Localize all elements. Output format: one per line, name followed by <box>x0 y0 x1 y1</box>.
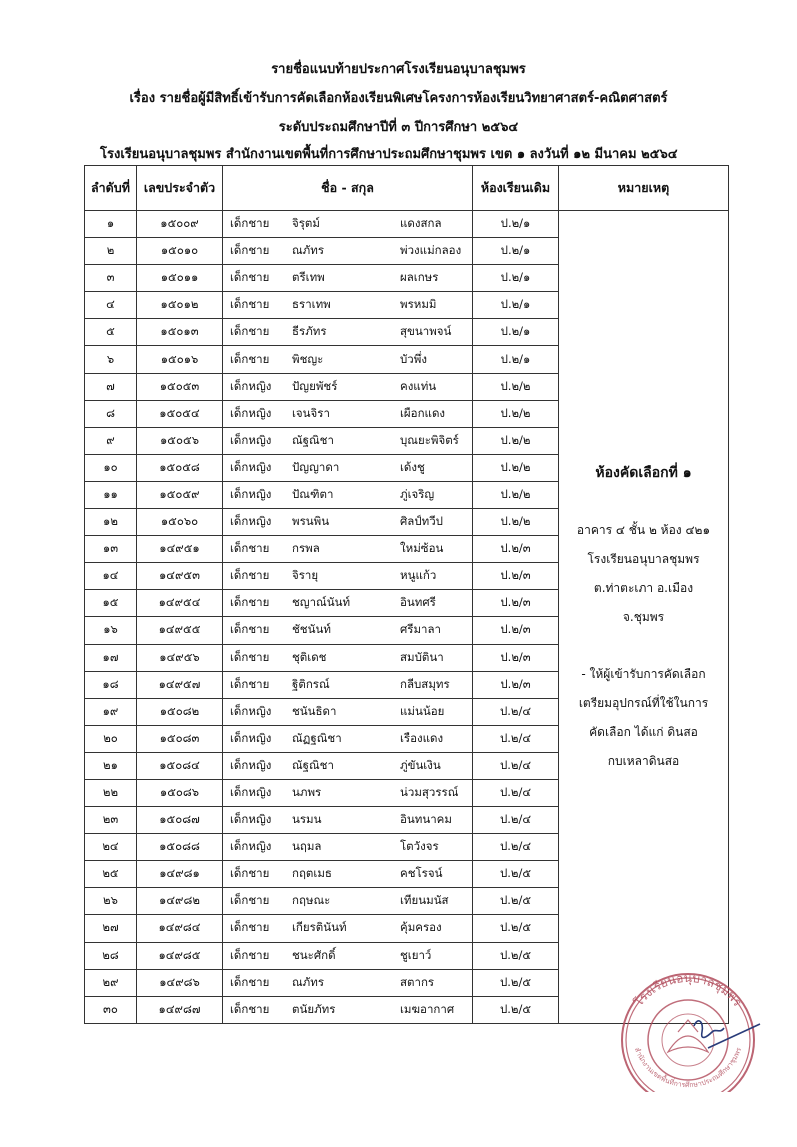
cell-seq: ๒๓ <box>85 807 137 834</box>
last-name: อินทศรี <box>400 595 436 610</box>
cell-student-id: ๑๕๐๘๓ <box>137 725 223 752</box>
cell-name <box>223 915 473 942</box>
location-line: โรงเรียนอนุบาลชุมพร <box>587 552 700 566</box>
first-name: ปัญญาดา <box>292 459 340 474</box>
name-prefix: เด็กชาย <box>230 297 270 312</box>
cell-seq: ๑๑ <box>85 481 137 508</box>
cell-room: ป.๒/๕ <box>473 969 559 996</box>
cell-room: ป.๒/๒ <box>473 400 559 427</box>
first-name: ชัชนันท์ <box>292 622 331 637</box>
first-name: จิรุตม์ <box>292 216 320 231</box>
exam-room-notes <box>563 211 724 776</box>
first-name: ณภัทร <box>292 974 325 989</box>
last-name: เทียนมนัส <box>400 893 449 908</box>
first-name: กฤตเมธ <box>292 866 332 881</box>
cell-name <box>223 779 473 806</box>
cell-name <box>223 536 473 563</box>
cell-room: ป.๒/๕ <box>473 942 559 969</box>
name-prefix: เด็กชาย <box>230 622 270 637</box>
name-prefix: เด็กชาย <box>230 974 270 989</box>
first-name: ณัฐณิชา <box>292 432 334 447</box>
cell-name <box>223 400 473 427</box>
cell-name <box>223 888 473 915</box>
name-prefix: เด็กชาย <box>230 920 270 935</box>
col-header-note: หมายเหตุ <box>559 166 729 211</box>
cell-name <box>223 292 473 319</box>
cell-name <box>223 861 473 888</box>
last-name: บุณยะพิจิตร์ <box>400 432 459 447</box>
cell-student-id: ๑๕๐๑๐ <box>137 238 223 265</box>
cell-seq: ๒๖ <box>85 888 137 915</box>
cell-name <box>223 996 473 1023</box>
name-prefix: เด็กหญิง <box>230 486 272 501</box>
first-name: จิรายุ <box>292 568 319 583</box>
name-prefix: เด็กหญิง <box>230 459 272 474</box>
name-prefix: เด็กหญิง <box>230 839 272 854</box>
cell-seq: ๖ <box>85 346 137 373</box>
location-line: จ.ชุมพร <box>622 610 665 624</box>
first-name: ชนะศักดิ์ <box>292 947 336 962</box>
last-name: แดงสกล <box>400 216 442 231</box>
first-name: ปัญยพัชร์ <box>292 378 338 393</box>
cell-name <box>223 563 473 590</box>
cell-seq: ๙ <box>85 427 137 454</box>
first-name: ฐิติกรณ์ <box>292 676 330 691</box>
last-name: ศรีมาลา <box>400 622 442 637</box>
cell-seq: ๒๑ <box>85 752 137 779</box>
cell-student-id: ๑๕๐๘๗ <box>137 807 223 834</box>
name-prefix: เด็กหญิง <box>230 812 272 827</box>
last-name: คุ้มครอง <box>400 920 442 935</box>
name-prefix: เด็กหญิง <box>230 514 272 529</box>
cell-student-id: ๑๕๐๘๖ <box>137 779 223 806</box>
cell-name <box>223 481 473 508</box>
first-name: ปัณฑิตา <box>292 486 334 501</box>
first-name: ตรีเทพ <box>292 270 325 285</box>
last-name: สมบัตินา <box>400 649 444 664</box>
exam-room-title: ห้องคัดเลือกที่ ๑ <box>595 465 692 481</box>
cell-room: ป.๒/๒ <box>473 373 559 400</box>
table-row <box>85 211 729 238</box>
name-prefix: เด็กหญิง <box>230 405 272 420</box>
cell-student-id: ๑๕๐๑๖ <box>137 346 223 373</box>
cell-room: ป.๒/๕ <box>473 861 559 888</box>
cell-seq: ๒๔ <box>85 834 137 861</box>
cell-name <box>223 698 473 725</box>
cell-room: ป.๒/๕ <box>473 915 559 942</box>
last-name: แม่นน้อย <box>400 703 445 718</box>
cell-seq: ๗ <box>85 373 137 400</box>
first-name: ชุติเดช <box>292 649 327 664</box>
name-prefix: เด็กชาย <box>230 676 270 691</box>
cell-name <box>223 807 473 834</box>
cell-seq: ๑๔ <box>85 563 137 590</box>
first-name: ชนันธิดา <box>292 703 337 718</box>
col-header-room: ห้องเรียนเดิม <box>473 166 559 211</box>
table-body <box>85 211 729 1024</box>
seal-text-bottom: สำนักงานเขตพื้นที่การศึกษาประถมศึกษาชุมพร <box>632 1046 744 1090</box>
name-prefix: เด็กชาย <box>230 595 270 610</box>
cell-seq: ๑๙ <box>85 698 137 725</box>
cell-seq: ๑๖ <box>85 617 137 644</box>
cell-student-id: ๑๕๐๑๑ <box>137 265 223 292</box>
last-name: น่วมสุวรรณ์ <box>400 785 459 800</box>
cell-student-id: ๑๔๙๕๖ <box>137 644 223 671</box>
cell-room: ป.๒/๕ <box>473 888 559 915</box>
col-header-id: เลขประจำตัว <box>137 166 223 211</box>
name-prefix: เด็กชาย <box>230 893 270 908</box>
cell-room: ป.๒/๑ <box>473 265 559 292</box>
name-prefix: เด็กชาย <box>230 1001 270 1016</box>
cell-room: ป.๒/๓ <box>473 536 559 563</box>
cell-seq: ๒๙ <box>85 969 137 996</box>
last-name: สตากร <box>400 974 435 989</box>
last-name: ภู่ขันเงิน <box>400 757 441 772</box>
name-prefix: เด็กชาย <box>230 541 270 556</box>
cell-room: ป.๒/๔ <box>473 725 559 752</box>
first-name: นรมน <box>292 812 322 827</box>
last-name: คงแท่น <box>400 378 437 393</box>
cell-seq: ๔ <box>85 292 137 319</box>
name-prefix: เด็กหญิง <box>230 730 272 745</box>
first-name: ธีรภัทร <box>292 324 327 339</box>
cell-student-id: ๑๕๐๘๔ <box>137 752 223 779</box>
cell-student-id: ๑๔๙๕๓ <box>137 563 223 590</box>
title-line-3: ระดับประถมศึกษาปีที่ ๓ ปีการศึกษา ๒๕๖๔ <box>278 120 519 135</box>
first-name: ณภัทร <box>292 243 325 258</box>
cell-name <box>223 969 473 996</box>
cell-name <box>223 644 473 671</box>
cell-name <box>223 319 473 346</box>
cell-name <box>223 590 473 617</box>
seal-text-top: โรงเรียนอนุบาลชุมพร <box>631 970 745 1009</box>
first-name: ชญาณ์นันท์ <box>292 595 351 610</box>
cell-name <box>223 427 473 454</box>
cell-name <box>223 346 473 373</box>
name-prefix: เด็กหญิง <box>230 703 272 718</box>
cell-room: ป.๒/๒ <box>473 427 559 454</box>
cell-notes <box>559 211 729 1024</box>
cell-room: ป.๒/๑ <box>473 346 559 373</box>
name-prefix: เด็กชาย <box>230 243 270 258</box>
cell-seq: ๘ <box>85 400 137 427</box>
cell-name <box>223 617 473 644</box>
name-prefix: เด็กชาย <box>230 270 270 285</box>
first-name: ธราเทพ <box>292 297 331 312</box>
cell-name <box>223 725 473 752</box>
name-prefix: เด็กหญิง <box>230 757 272 772</box>
cell-name <box>223 265 473 292</box>
first-name: เจนจิรา <box>292 405 330 420</box>
name-prefix: เด็กหญิง <box>230 432 272 447</box>
first-name: ตนัยภัทร <box>292 1001 336 1016</box>
table-header-row <box>85 166 729 211</box>
cell-seq: ๑๐ <box>85 454 137 481</box>
name-prefix: เด็กชาย <box>230 351 270 366</box>
cell-room: ป.๒/๔ <box>473 779 559 806</box>
cell-student-id: ๑๕๐๑๓ <box>137 319 223 346</box>
svg-text:โรงเรียนอนุบาลชุมพร <box>631 971 744 1009</box>
cell-seq: ๑๘ <box>85 671 137 698</box>
cell-room: ป.๒/๒ <box>473 509 559 536</box>
first-name: ณัฏฐณิชา <box>292 730 342 745</box>
first-name: นภพร <box>292 785 322 800</box>
last-name: ภู่เจริญ <box>400 486 435 501</box>
cell-seq: ๑๒ <box>85 509 137 536</box>
cell-room: ป.๒/๒ <box>473 481 559 508</box>
name-prefix: เด็กหญิง <box>230 785 272 800</box>
name-prefix: เด็กชาย <box>230 324 270 339</box>
last-name: โตวังจร <box>400 839 439 854</box>
last-name: ศิลป์ทวีป <box>400 514 443 529</box>
first-name: พรนพิน <box>292 514 330 529</box>
cell-room: ป.๒/๑ <box>473 319 559 346</box>
name-prefix: เด็กชาย <box>230 649 270 664</box>
cell-room: ป.๒/๓ <box>473 644 559 671</box>
cell-seq: ๒๐ <box>85 725 137 752</box>
cell-name <box>223 238 473 265</box>
cell-seq: ๓๐ <box>85 996 137 1023</box>
cell-seq: ๒๘ <box>85 942 137 969</box>
instruction-line: - ให้ผู้เข้ารับการคัดเลือก <box>581 667 706 681</box>
last-name: ใหม่ซ้อน <box>400 541 444 556</box>
cell-room: ป.๒/๓ <box>473 590 559 617</box>
cell-seq: ๑๓ <box>85 536 137 563</box>
name-prefix: เด็กชาย <box>230 947 270 962</box>
first-name: ณัฐณิชา <box>292 757 334 772</box>
cell-room: ป.๒/๑ <box>473 211 559 238</box>
cell-student-id: ๑๔๙๕๗ <box>137 671 223 698</box>
last-name: ผลเกษร <box>400 270 439 285</box>
cell-room: ป.๒/๓ <box>473 671 559 698</box>
col-header-name: ชื่อ - สกุล <box>223 166 473 211</box>
name-prefix: เด็กชาย <box>230 866 270 881</box>
cell-room: ป.๒/๑ <box>473 238 559 265</box>
cell-student-id: ๑๕๐๕๖ <box>137 427 223 454</box>
cell-student-id: ๑๔๙๘๗ <box>137 996 223 1023</box>
cell-student-id: ๑๕๐๕๔ <box>137 400 223 427</box>
instruction-line: กบเหลาดินสอ <box>607 754 680 768</box>
cell-name <box>223 211 473 238</box>
last-name: กลีบสมุทร <box>400 676 450 691</box>
last-name: คชโรจน์ <box>400 866 443 881</box>
cell-seq: ๒ <box>85 238 137 265</box>
cell-seq: ๓ <box>85 265 137 292</box>
cell-room: ป.๒/๕ <box>473 996 559 1023</box>
cell-name <box>223 942 473 969</box>
instruction-line: คัดเลือก ได้แก่ ดินสอ <box>589 725 698 739</box>
cell-seq: ๒๒ <box>85 779 137 806</box>
title-line-1: รายชื่อแนบท้ายประกาศโรงเรียนอนุบาลชุมพร <box>271 62 526 77</box>
cell-student-id: ๑๕๐๕๙ <box>137 481 223 508</box>
col-header-seq: ลำดับที่ <box>85 166 137 211</box>
cell-student-id: ๑๔๙๘๑ <box>137 861 223 888</box>
cell-room: ป.๒/๔ <box>473 807 559 834</box>
first-name: พิชญะ <box>292 351 324 366</box>
cell-seq: ๕ <box>85 319 137 346</box>
cell-name <box>223 671 473 698</box>
name-prefix: เด็กชาย <box>230 568 270 583</box>
cell-student-id: ๑๔๙๘๒ <box>137 888 223 915</box>
school-seal-stamp <box>612 962 764 1092</box>
cell-name <box>223 373 473 400</box>
cell-student-id: ๑๕๐๐๙ <box>137 211 223 238</box>
instruction-line: เตรียมอุปกรณ์ที่ใช้ในการ <box>578 696 709 710</box>
first-name: นฤมล <box>292 839 322 854</box>
location-line: อาคาร ๔ ชั้น ๒ ห้อง ๔๒๑ <box>576 523 711 537</box>
cell-student-id: ๑๔๙๘๖ <box>137 969 223 996</box>
cell-name <box>223 834 473 861</box>
cell-room: ป.๒/๓ <box>473 563 559 590</box>
first-name: กรพล <box>292 541 320 556</box>
cell-name <box>223 509 473 536</box>
cell-seq: ๑๕ <box>85 590 137 617</box>
cell-student-id: ๑๕๐๘๒ <box>137 698 223 725</box>
first-name: กฤษณะ <box>292 893 331 908</box>
cell-seq: ๒๕ <box>85 861 137 888</box>
cell-room: ป.๒/๑ <box>473 292 559 319</box>
last-name: เผือกแดง <box>400 405 446 420</box>
cell-student-id: ๑๕๐๕๓ <box>137 373 223 400</box>
cell-student-id: ๑๕๐๑๒ <box>137 292 223 319</box>
last-name: พ่วงแม่กลอง <box>400 243 462 258</box>
last-name: พรหมมิ <box>400 297 437 312</box>
cell-name <box>223 752 473 779</box>
cell-student-id: ๑๔๙๕๑ <box>137 536 223 563</box>
last-name: เมฆอากาศ <box>400 1001 455 1016</box>
cell-room: ป.๒/๒ <box>473 454 559 481</box>
cell-room: ป.๒/๓ <box>473 617 559 644</box>
cell-seq: ๑ <box>85 211 137 238</box>
last-name: บัวพึ่ง <box>400 351 427 366</box>
last-name: ชูเยาว์ <box>400 947 432 962</box>
title-line-2: เรื่อง รายชื่อผู้มีสิทธิ์เข้ารับการคัดเลือกห้องเรียนพิเศษโครงการห้องเรียนวิทยาศาสตร์-คณิตศาสตร์ <box>129 91 668 106</box>
last-name: เด้งชู <box>400 459 425 474</box>
first-name: เกียรตินันท์ <box>292 920 347 935</box>
name-prefix: เด็กชาย <box>230 216 270 231</box>
cell-student-id: ๑๔๙๘๕ <box>137 942 223 969</box>
cell-student-id: ๑๔๙๕๔ <box>137 590 223 617</box>
cell-student-id: ๑๔๙๕๕ <box>137 617 223 644</box>
title-line-4: โรงเรียนอนุบาลชุมพร สำนักงานเขตพื้นที่การศึกษาประถมศึกษาชุมพร เขต ๑ ลงวันที่ ๑๒ มีนาคม ๒๕๖๔ <box>100 147 678 162</box>
last-name: หนูแก้ว <box>400 568 437 583</box>
cell-seq: ๒๗ <box>85 915 137 942</box>
location-line: ต.ท่าตะเภา อ.เมือง <box>593 581 694 595</box>
last-name: อินทนาคม <box>400 812 452 827</box>
cell-student-id: ๑๕๐๕๘ <box>137 454 223 481</box>
cell-seq: ๑๗ <box>85 644 137 671</box>
candidate-table <box>84 165 729 1024</box>
cell-student-id: ๑๕๐๘๘ <box>137 834 223 861</box>
cell-room: ป.๒/๔ <box>473 834 559 861</box>
cell-name <box>223 454 473 481</box>
last-name: เรืองแดง <box>400 730 444 745</box>
cell-student-id: ๑๔๙๘๔ <box>137 915 223 942</box>
cell-room: ป.๒/๔ <box>473 698 559 725</box>
name-prefix: เด็กหญิง <box>230 378 272 393</box>
cell-room: ป.๒/๔ <box>473 752 559 779</box>
cell-student-id: ๑๕๐๖๐ <box>137 509 223 536</box>
last-name: สุขนาพจน์ <box>400 324 452 339</box>
